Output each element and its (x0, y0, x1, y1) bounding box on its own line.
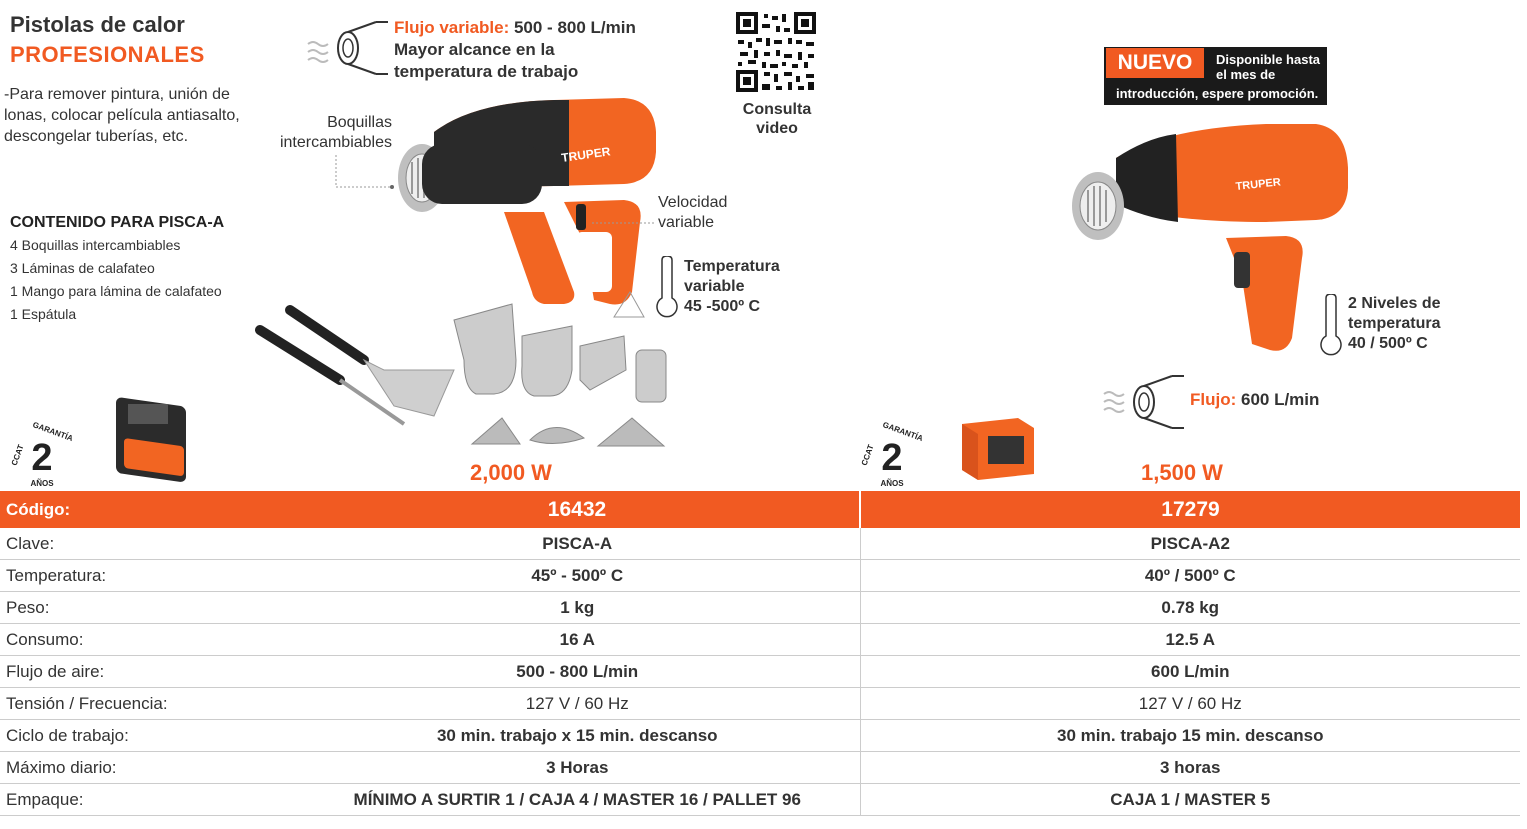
temp-line: 40 / 500º C (1348, 335, 1428, 352)
row-label: Máximo diario: (0, 752, 295, 784)
product1-value: MÍNIMO A SURTIR 1 / CAJA 4 / MASTER 16 / PALLET 96 (295, 784, 860, 816)
product1-code: 16432 (295, 491, 860, 528)
uses-description: -Para remover pintura, unión de lonas, colocar película antiasalto, descongelar tuberías, etc. (4, 86, 240, 145)
flow-feature (394, 17, 636, 83)
speed-line: Velocidad (658, 194, 728, 211)
svg-text:CCAT: CCAT (9, 443, 26, 467)
availability-text: Disponible hasta el mes de (1216, 52, 1321, 82)
airflow-icon (306, 18, 392, 78)
thermometer-icon (1318, 294, 1344, 356)
scraper-tool (260, 310, 454, 424)
nozzles-callout (270, 113, 392, 153)
temperature-callout (1348, 294, 1441, 354)
row-label: Clave: (0, 528, 295, 560)
flow-line: Mayor alcance en la (394, 40, 555, 59)
specs-table (0, 491, 1520, 816)
table-header-row (0, 491, 1520, 528)
heat-gun-pisca-a-image (394, 92, 664, 332)
product2-value: 600 L/min (860, 656, 1520, 688)
svg-text:GARANTÍA: GARANTÍA (881, 420, 925, 444)
table-row (0, 784, 1520, 816)
table-row (0, 752, 1520, 784)
speed-callout (658, 193, 727, 233)
power-rating: 2,000 W (470, 460, 552, 485)
heat-gun-pisca-a2-image (1066, 118, 1356, 358)
flow-value: 600 L/min (1236, 390, 1320, 409)
table-row (0, 560, 1520, 592)
table-row (0, 624, 1520, 656)
row-label: Temperatura: (0, 560, 295, 592)
callout-line (334, 155, 396, 191)
svg-text:2: 2 (31, 437, 53, 479)
nozzles-line: Boquillas (327, 114, 392, 131)
row-label: Tensión / Frecuencia: (0, 688, 295, 720)
speed-line: variable (658, 214, 715, 231)
svg-text:2: 2 (881, 437, 903, 479)
accessories-image (254, 300, 674, 450)
product2-value: 40º / 500º C (860, 560, 1520, 592)
product1-value: PISCA-A (295, 528, 860, 560)
qr-label (732, 100, 822, 138)
svg-text:AÑOS: AÑOS (30, 479, 54, 488)
product1-value: 1 kg (295, 592, 860, 624)
product1-value: 45º - 500º C (295, 560, 860, 592)
product1-value: 30 min. trabajo x 15 min. descanso (295, 720, 860, 752)
product-box-image (958, 414, 1038, 482)
content-item: 3 Láminas de calafateo (10, 260, 155, 276)
temperature-callout (684, 257, 780, 317)
contents-title: CONTENIDO PARA PISCA-A (10, 214, 225, 231)
temp-line: temperatura (1348, 315, 1441, 332)
product1-value: 3 Horas (295, 752, 860, 784)
product2-value: 30 min. trabajo 15 min. descanso (860, 720, 1520, 752)
flow-feature (1190, 390, 1319, 410)
new-badge: NUEVO (1106, 48, 1204, 78)
table-row (0, 592, 1520, 624)
brand-logo: TRUPER (560, 144, 612, 165)
table-row (0, 688, 1520, 720)
callout-line (592, 218, 656, 228)
row-label: Flujo de aire: (0, 656, 295, 688)
content-item: 4 Boquillas intercambiables (10, 237, 181, 253)
product2-value: CAJA 1 / MASTER 5 (860, 784, 1520, 816)
product2-value: 3 horas (860, 752, 1520, 784)
warranty-badge (856, 420, 926, 490)
availability-text: introducción, espere promoción. (1116, 86, 1319, 101)
power-rating: 1,500 W (1141, 460, 1223, 485)
product2-value: 12.5 A (860, 624, 1520, 656)
row-label: Empaque: (0, 784, 295, 816)
airflow-icon (1102, 372, 1188, 432)
table-row (0, 656, 1520, 688)
content-item: 1 Espátula (10, 306, 77, 322)
temp-line: 2 Niveles de (1348, 295, 1441, 312)
table-row (0, 528, 1520, 560)
page-subtitle: PROFESIONALES (10, 42, 205, 67)
svg-text:CCAT: CCAT (859, 443, 876, 467)
content-item: 1 Mango para lámina de calafateo (10, 283, 222, 299)
qr-label-line: video (756, 120, 798, 137)
product2-code: 17279 (860, 491, 1520, 528)
page-title: Pistolas de calor (10, 12, 185, 37)
qr-code[interactable] (736, 12, 816, 92)
svg-text:GARANTÍA: GARANTÍA (31, 420, 75, 444)
product1-value: 500 - 800 L/min (295, 656, 860, 688)
product2-value: 0.78 kg (860, 592, 1520, 624)
row-label: Ciclo de trabajo: (0, 720, 295, 752)
temp-line: variable (684, 278, 745, 295)
product2-value: 127 V / 60 Hz (860, 688, 1520, 720)
flow-value: 500 - 800 L/min (509, 18, 636, 37)
flow-label: Flujo variable: (394, 18, 510, 37)
flow-line: temperatura de trabajo (394, 62, 579, 81)
row-label: Consumo: (0, 624, 295, 656)
product1-value: 127 V / 60 Hz (295, 688, 860, 720)
warranty-badge (6, 420, 76, 490)
carry-case-image (110, 386, 198, 482)
header-label: Código: (0, 491, 295, 528)
table-row (0, 720, 1520, 752)
qr-label-line: Consulta (742, 101, 812, 118)
product1-value: 16 A (295, 624, 860, 656)
product2-value: PISCA-A2 (860, 528, 1520, 560)
flow-label: Flujo: (1190, 390, 1237, 409)
nozzles-line: intercambiables (279, 134, 392, 151)
svg-text:AÑOS: AÑOS (880, 479, 904, 488)
brand-logo: TRUPER (1235, 176, 1282, 193)
temp-line: 45 -500º C (684, 298, 761, 315)
row-label: Peso: (0, 592, 295, 624)
temp-line: Temperatura (684, 258, 780, 275)
